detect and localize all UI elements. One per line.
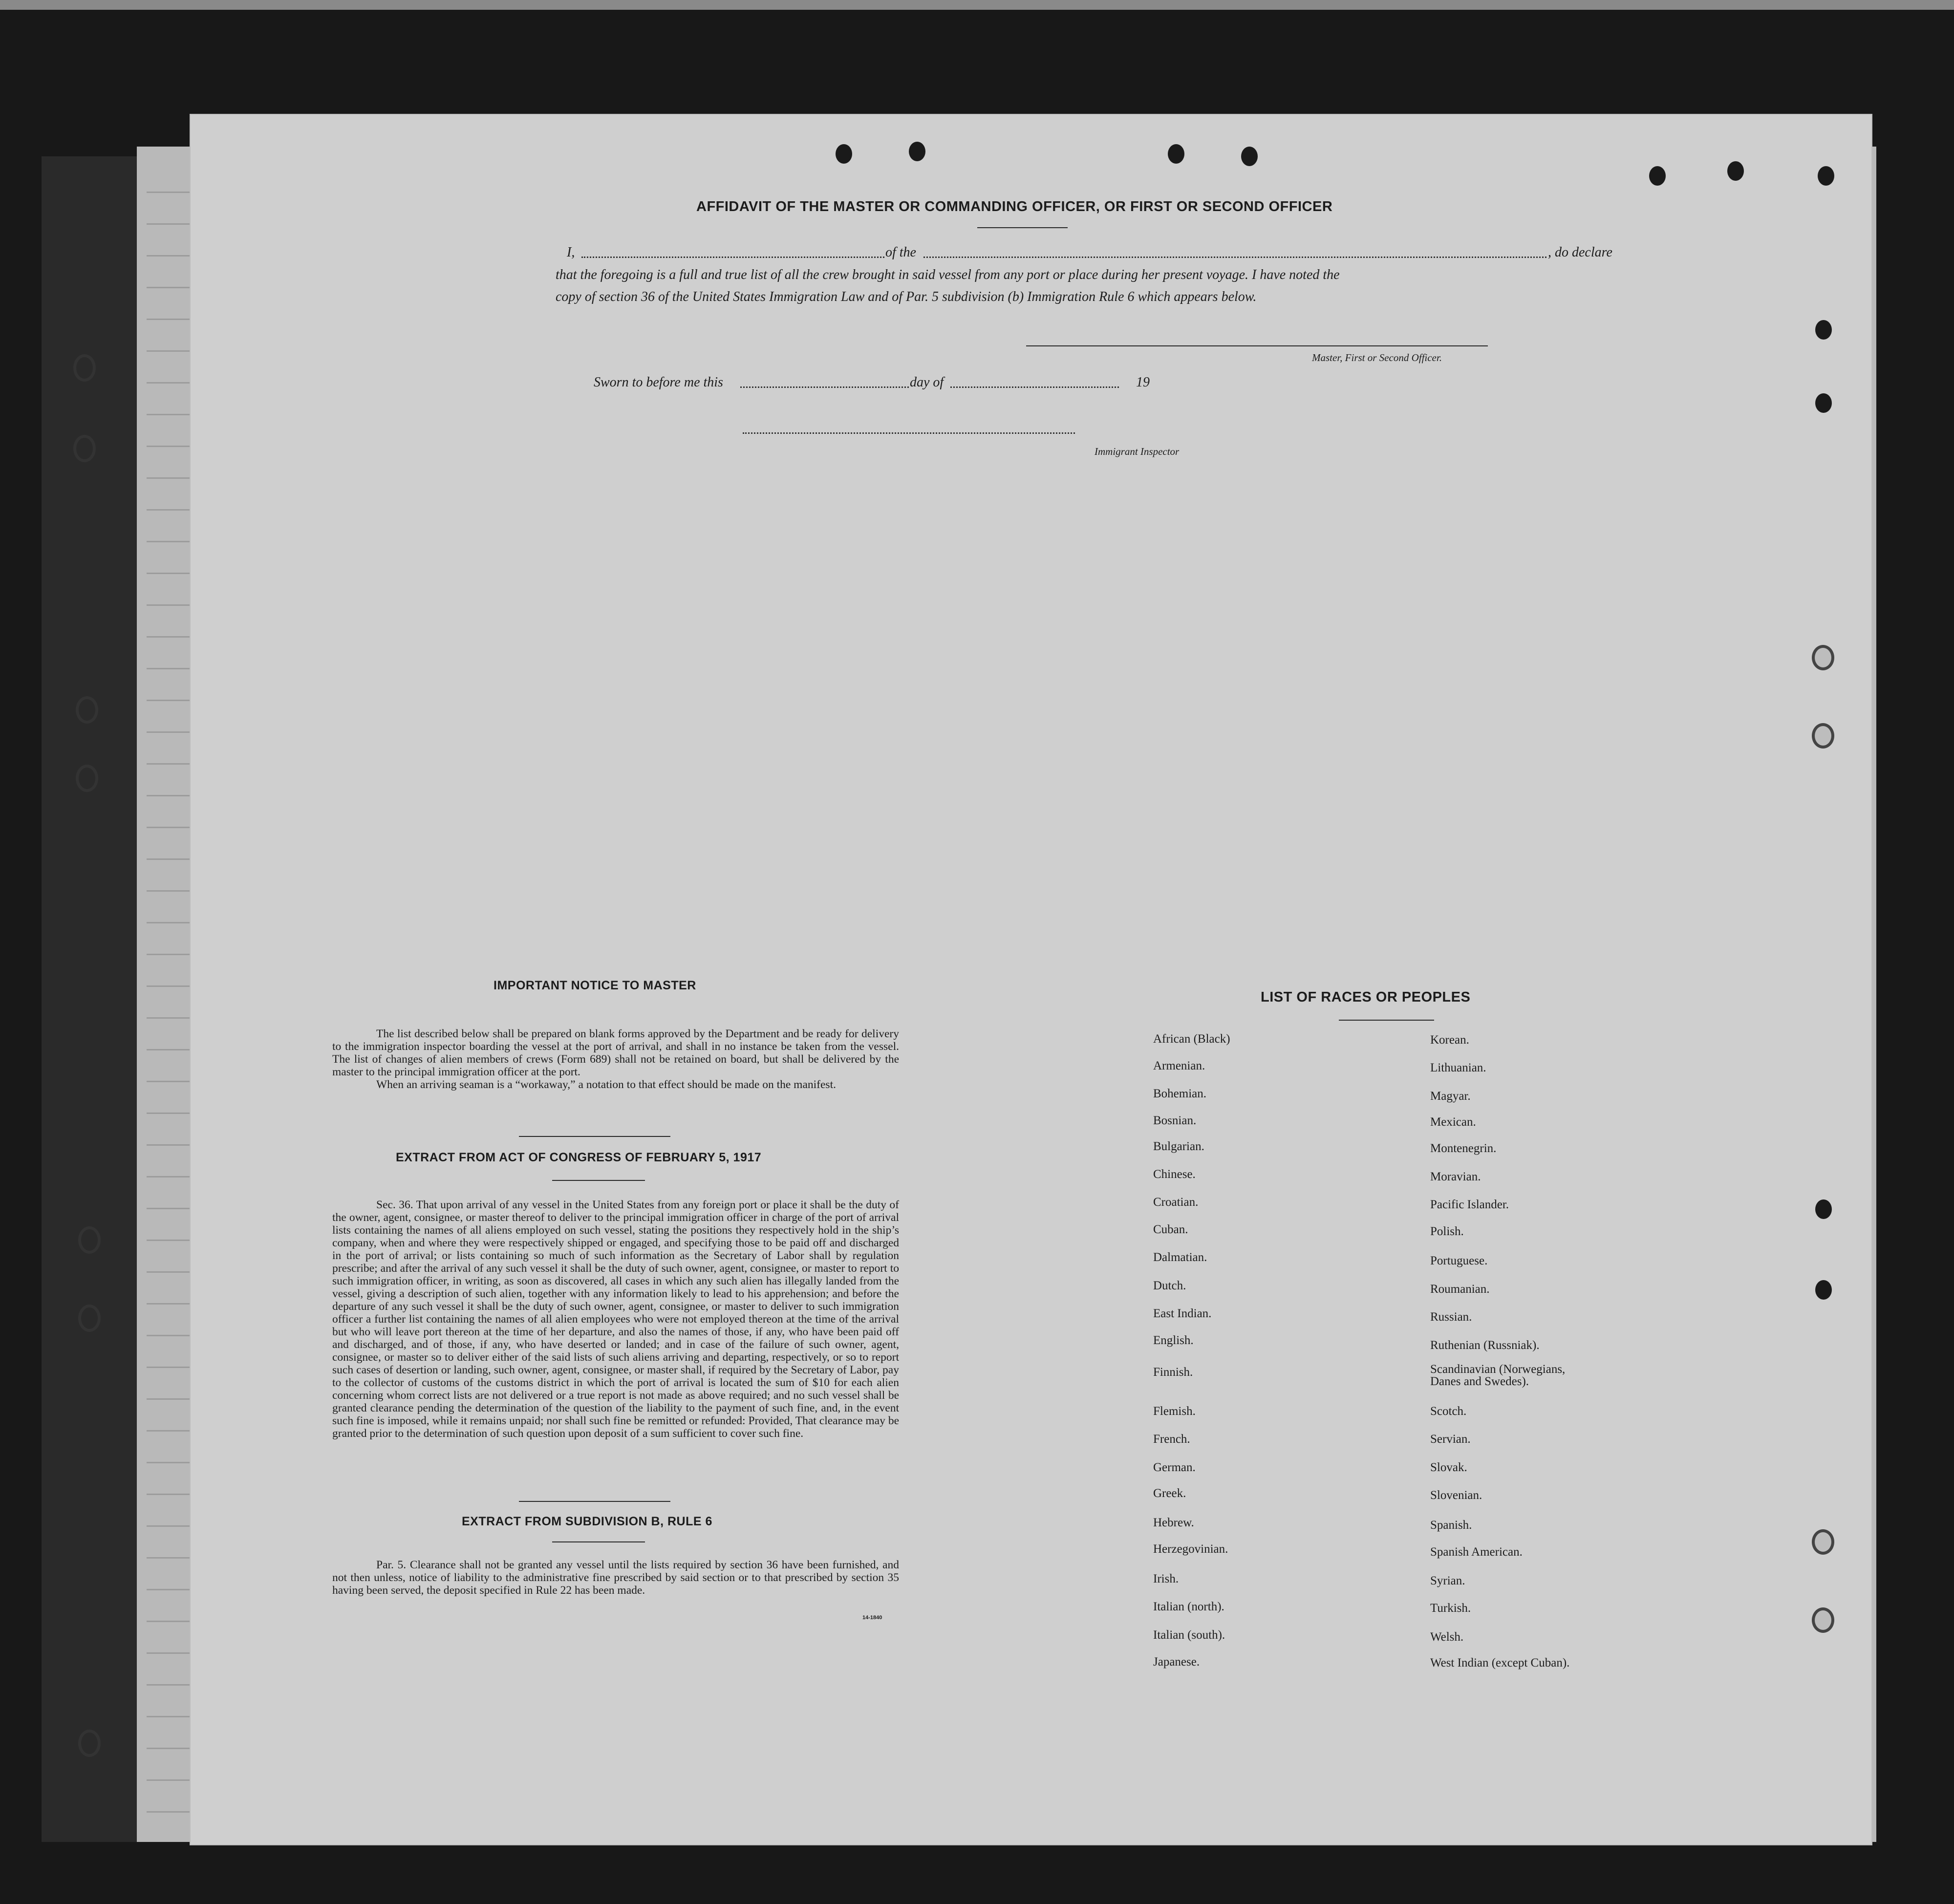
race-item: Croatian. — [1153, 1196, 1199, 1209]
punch-hole-icon — [1815, 1199, 1832, 1219]
binder-ring-icon — [76, 765, 98, 792]
punch-hole-icon — [1241, 147, 1258, 166]
race-item: Turkish. — [1430, 1602, 1471, 1615]
race-item: Ruthenian (Russniak). — [1430, 1339, 1540, 1352]
section-divider — [519, 1136, 670, 1137]
race-item: Korean. — [1430, 1033, 1469, 1047]
punch-hole-icon — [1812, 1607, 1834, 1633]
punch-hole-icon — [1818, 166, 1834, 186]
race-item: Herzegovinian. — [1153, 1542, 1228, 1556]
punch-hole-icon — [1812, 645, 1834, 670]
punch-hole-icon — [1812, 1529, 1834, 1555]
punch-hole-icon — [1168, 144, 1184, 164]
punch-hole-icon — [909, 142, 925, 161]
year-label: 19 — [1136, 375, 1150, 390]
race-item: Bosnian. — [1153, 1114, 1197, 1127]
race-item: Irish. — [1153, 1572, 1179, 1585]
race-item: Polish. — [1430, 1225, 1464, 1238]
race-item: Magyar. — [1430, 1090, 1471, 1103]
sworn-month-field[interactable] — [950, 386, 1119, 388]
vessel-name-field[interactable] — [923, 257, 1546, 258]
punch-hole-icon — [1815, 320, 1832, 340]
binder-ring-icon — [73, 435, 96, 462]
race-item: Pacific Islander. — [1430, 1198, 1509, 1211]
race-item: English. — [1153, 1334, 1194, 1347]
binder-ring-icon — [73, 354, 96, 382]
race-item: Dutch. — [1153, 1279, 1186, 1292]
race-item: Montenegrin. — [1430, 1142, 1497, 1155]
declarant-label: I, — [567, 245, 575, 260]
binder-ring-icon — [78, 1730, 101, 1757]
race-item: African (Black) — [1153, 1032, 1230, 1046]
declarant-name-field[interactable] — [581, 257, 884, 258]
affidavit-line-2: that the foregoing is a full and true list of all the crew brought in said vessel from any port or place during her present voyage. I have noted the — [556, 267, 1340, 282]
inspector-signature-line[interactable] — [743, 432, 1075, 434]
race-item: West Indian (except Cuban). — [1430, 1656, 1570, 1669]
race-item: Bohemian. — [1153, 1087, 1207, 1100]
binder-ring-icon — [78, 1305, 101, 1332]
binding-strip — [42, 156, 139, 1842]
race-item: Flemish. — [1153, 1405, 1196, 1418]
punch-hole-icon — [1649, 166, 1666, 186]
section-divider — [552, 1541, 645, 1542]
inspector-caption: Immigrant Inspector — [1095, 446, 1180, 457]
sworn-day-field[interactable] — [740, 386, 909, 388]
day-of-label: day of — [910, 375, 944, 390]
of-the-label: of the — [885, 245, 916, 260]
notice-title: IMPORTANT NOTICE TO MASTER — [494, 979, 696, 992]
race-item: Japanese. — [1153, 1655, 1200, 1669]
race-item: Chinese. — [1153, 1168, 1196, 1181]
sec-36-text: Sec. 36. That upon arrival of any vessel in the United States from any foreign port or place it shall be the duty of the owner, agent, consignee, or master thereof to deliver to the principal immigration officer in charge of the port of arrival lists containing the names of all aliens employed on such vessel, stating the positions they respectively hold in the ship’s company, when and where they were respectively shipped or engaged, and specifying those to be paid off and discharged in the port of arrival; or lists containing so much of such information as the Secretary of Labor shall by regulation prescribe; and after the arrival of any such vessel it shall be the duty of such owner, agent, consignee, or master to report to such immigration officer, in writing, as soon as discovered, all cases in which any such alien has illegally landed from the vessel, giving a description of such alien, together with any information likely to lead to his apprehension; and before the departure of any such vessel it shall be the duty of such owner, agent, consignee, or master to deliver to such immigration officer a further list containing the names of all alien employees who were not employed thereon at the time of the arrival but who will leave port thereon at the time of her departure, and also the names of those, if any, who have been paid off and discharged, and of those, if any, who have deserted or landed; and in case of the failure of such owner, agent, consignee, or master so to deliver either of the said lists of such aliens arriving and departing, respectively, or so to report such cases of desertion or landing, such owner, agent, consignee, or master shall, if required by the Secretary of Labor, pay to the collector of customs of the customs district in which the port of arrival is located the sum of $10 for each alien concerning whom correct lists are not delivered or a true report is not made as above required; and no such vessel shall be granted clearance pending the determination of the question of the liability to the payment of such fine, and, in the event such fine is imposed, while it remains unpaid; nor shall such fine be remitted or refunded: Provided, That clearance may be granted prior to the determination of such question upon deposit of a sum sufficient to cover such fine. — [332, 1198, 899, 1440]
race-item: Greek. — [1153, 1487, 1186, 1500]
notice-paragraph-2: When an arriving seaman is a “workaway,” a notation to that effect should be made on the manifest. — [376, 1078, 836, 1091]
race-item: Spanish American. — [1430, 1545, 1523, 1559]
race-item: East Indian. — [1153, 1307, 1212, 1320]
scan-top-edge — [0, 0, 1954, 10]
affidavit-line-3: copy of section 36 of the United States Immigration Law and of Par. 5 subdivision (b) Immigration Rule 6 which appears below. — [556, 289, 1257, 304]
race-item: Dalmatian. — [1153, 1251, 1207, 1264]
race-item: Portuguese. — [1430, 1254, 1488, 1267]
sworn-label: Sworn to before me this — [594, 375, 723, 390]
race-item: Italian (south). — [1153, 1628, 1225, 1642]
punch-hole-icon — [1812, 723, 1834, 749]
race-item: Italian (north). — [1153, 1600, 1224, 1613]
race-item: Syrian. — [1430, 1574, 1465, 1587]
affidavit-title: AFFIDAVIT OF THE MASTER OR COMMANDING OFFICER, OR FIRST OR SECOND OFFICER — [696, 199, 1333, 214]
race-item: Scotch. — [1430, 1405, 1467, 1418]
race-item: Armenian. — [1153, 1059, 1205, 1072]
binder-ring-icon — [76, 696, 98, 724]
section-divider — [519, 1501, 670, 1502]
rule-extract-title: EXTRACT FROM SUBDIVISION B, RULE 6 — [462, 1515, 712, 1528]
act-extract-title: EXTRACT FROM ACT OF CONGRESS OF FEBRUARY 5, 1917 — [396, 1151, 762, 1164]
master-caption: Master, First or Second Officer. — [1312, 352, 1442, 364]
binder-ring-icon — [78, 1226, 101, 1254]
race-item: Slovenian. — [1430, 1489, 1482, 1502]
race-item: Finnish. — [1153, 1366, 1193, 1379]
race-item: Welsh. — [1430, 1630, 1464, 1644]
race-item: Cuban. — [1153, 1223, 1188, 1236]
race-item: Hebrew. — [1153, 1516, 1194, 1529]
race-item: German. — [1153, 1461, 1196, 1474]
punch-hole-icon — [1815, 1280, 1832, 1300]
punch-hole-icon — [1815, 393, 1832, 413]
act-extract-body — [332, 1198, 899, 1440]
section-divider — [552, 1180, 645, 1181]
race-item: Bulgarian. — [1153, 1140, 1204, 1153]
notice-body — [332, 1027, 899, 1091]
race-item: Slovak. — [1430, 1461, 1467, 1474]
declare-label: , do declare — [1548, 245, 1612, 260]
form-page — [191, 115, 1871, 1844]
race-item: Roumanian. — [1430, 1283, 1490, 1296]
race-item: Scandinavian (Norwegians, Danes and Swedes). — [1430, 1363, 1566, 1388]
par-5-text: Par. 5. Clearance shall not be granted any vessel until the lists required by section 36 have been furnished, and not then unless, notice of liability to the administrative fine prescribed by said section or to that prescribed by section 35 having been served, the deposit specified in Rule 22 has been made. — [332, 1559, 899, 1597]
title-underline — [1339, 1020, 1434, 1021]
race-item: Lithuanian. — [1430, 1061, 1486, 1074]
race-item: Moravian. — [1430, 1170, 1481, 1183]
notice-paragraph-1: The list described below shall be prepared on blank forms approved by the Department and be ready for delivery to the immigration inspector boarding the vessel at the port of arrival, and shall in no instance be taken from the vessel. The list of changes of alien members of crews (Form 689) shall not be retained on board, but shall be delivered by the master to the principal immigration officer at the port. — [332, 1027, 899, 1078]
master-signature-line[interactable] — [1026, 345, 1488, 346]
rule-extract-body — [332, 1559, 899, 1597]
race-item: French. — [1153, 1433, 1190, 1446]
races-title: LIST OF RACES OR PEOPLES — [1261, 989, 1471, 1005]
punch-hole-icon — [836, 144, 852, 164]
form-number: 14-1840 — [862, 1615, 882, 1621]
race-item: Spanish. — [1430, 1519, 1472, 1532]
title-underline — [977, 227, 1068, 228]
race-item: Servian. — [1430, 1433, 1471, 1446]
race-item: Mexican. — [1430, 1115, 1476, 1129]
punch-hole-icon — [1727, 161, 1744, 181]
race-item: Russian. — [1430, 1310, 1472, 1324]
